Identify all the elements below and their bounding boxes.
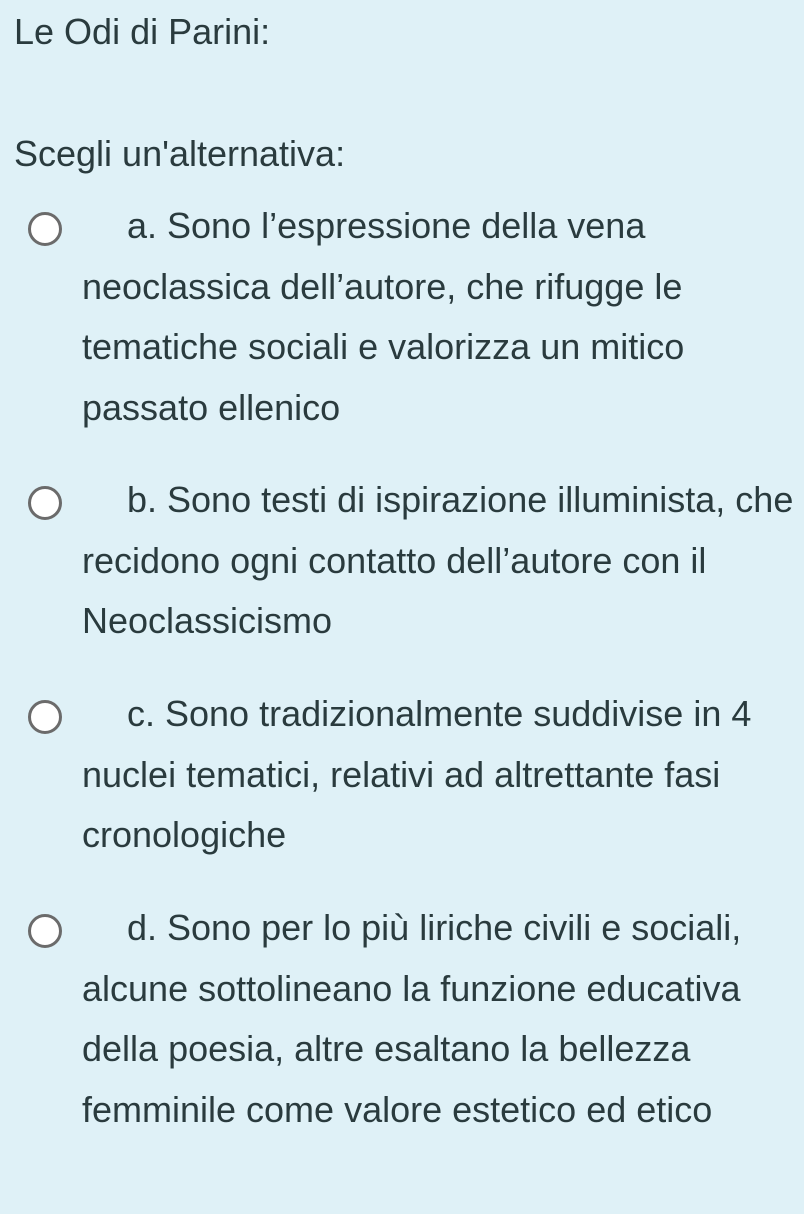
question-title: Le Odi di Parini: [14, 11, 271, 52]
option-label[interactable]: b. Sono testi di ispirazione illuminista, che recidono ogni contatto dell’autore con il Neoclassicismo [82, 479, 794, 641]
radio-button-icon[interactable] [28, 212, 62, 246]
option-label[interactable]: d. Sono per lo più liriche civili e sociali, alcune sottolineano la funzione educativa della poesia, altre esaltano la bellezza femminile come valore estetico ed etico [82, 907, 742, 1130]
radio-button-icon[interactable] [28, 914, 62, 948]
radio-button-icon[interactable] [28, 700, 62, 734]
option-label[interactable]: c. Sono tradizionalmente suddivise in 4 nuclei tematici, relativi ad altrettante fasi cronologiche [82, 693, 752, 855]
radio-button-icon[interactable] [28, 486, 62, 520]
choice-prompt: Scegli un'alternativa: [14, 133, 346, 174]
option-label[interactable]: a. Sono l’espressione della vena neoclassica dell’autore, che rifugge le tematiche sociali e valorizza un mitico passato ellenico [82, 205, 685, 428]
